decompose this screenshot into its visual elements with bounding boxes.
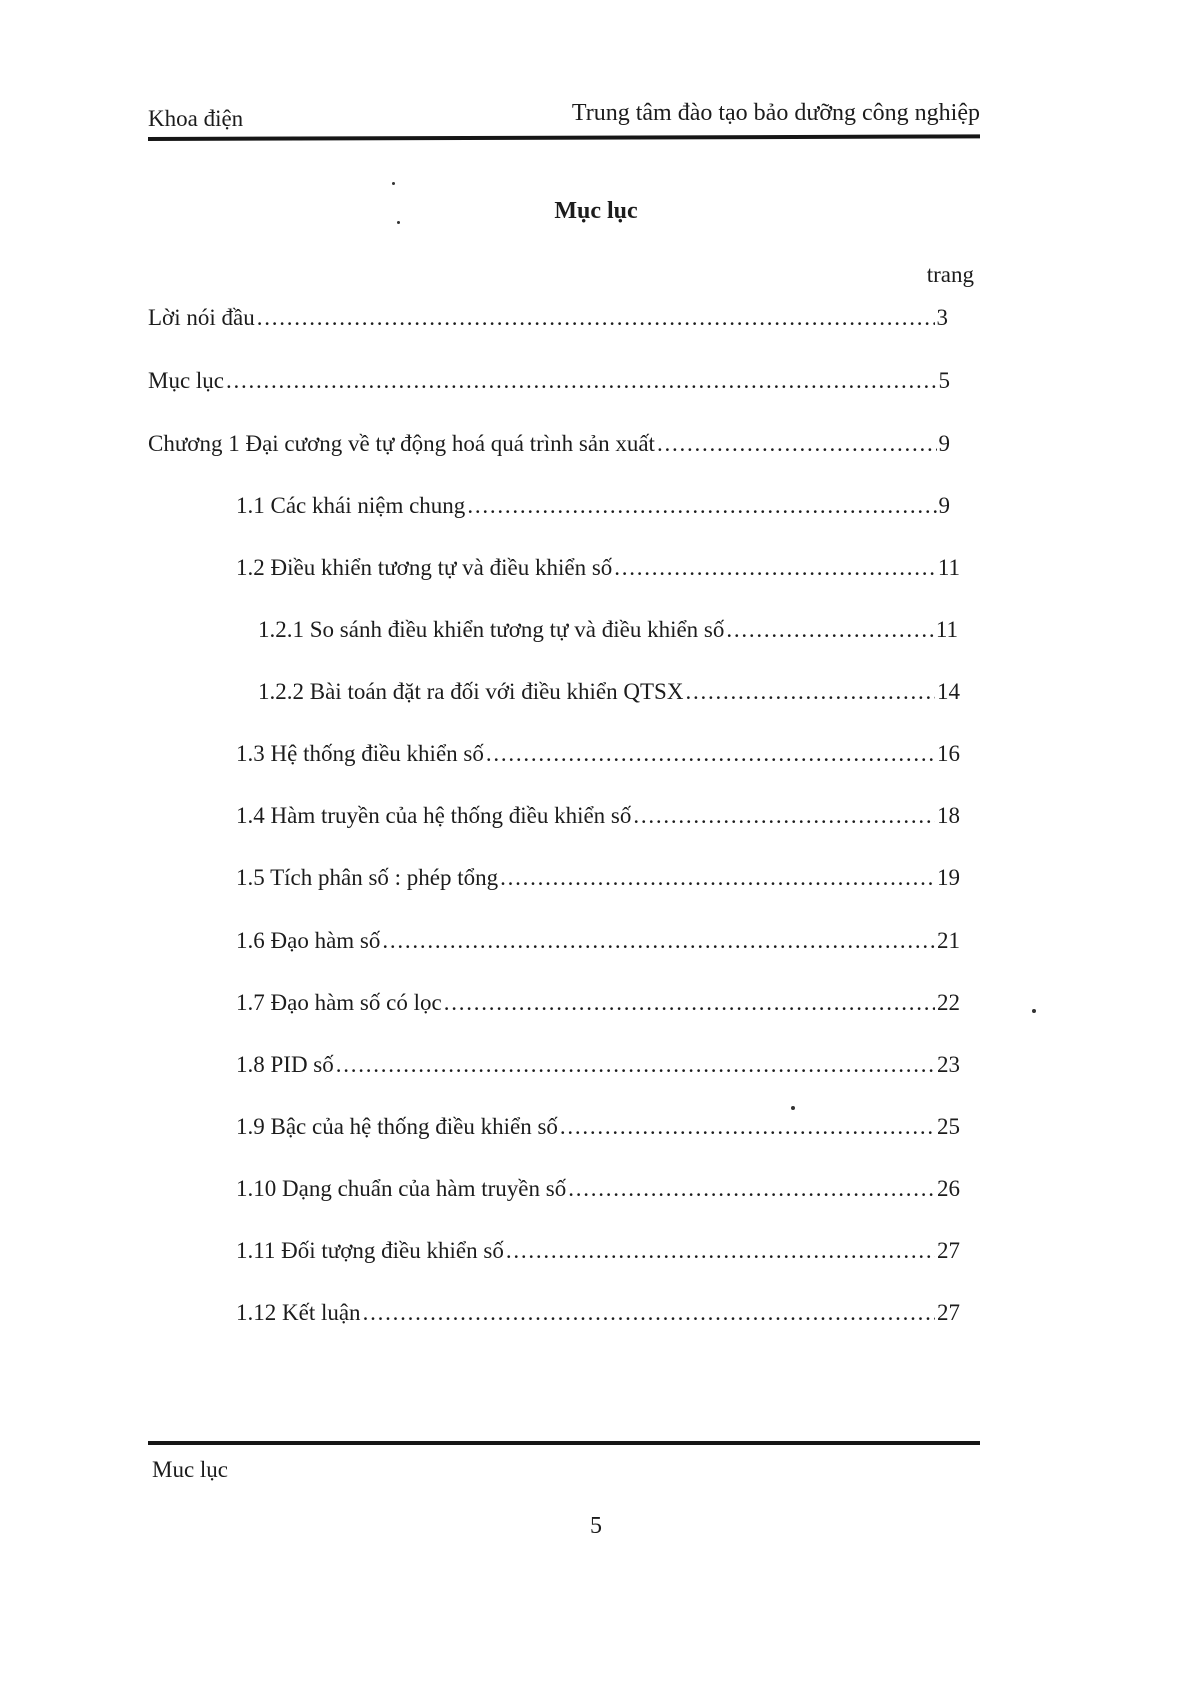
toc-entry [236, 803, 960, 833]
toc-entry-page: 9 [938, 431, 950, 456]
toc-entry-text: 1.8 PID số [236, 1052, 334, 1077]
scan-speck [1032, 1009, 1036, 1013]
toc-entry-page: 18 [937, 803, 960, 828]
toc-leader-dots [467, 493, 936, 519]
toc-entry-text: 1.9 Bậc của hệ thống điều khiển số [236, 1114, 558, 1139]
toc-entry-page: 16 [937, 741, 960, 766]
toc-leader-dots [657, 431, 937, 457]
toc-leader-dots [486, 741, 935, 767]
toc-entry [236, 1176, 960, 1206]
toc-entry [148, 431, 950, 461]
toc-entry [148, 368, 950, 398]
toc-entry [236, 1238, 960, 1268]
toc-leader-dots [560, 1114, 935, 1140]
toc-entry [236, 555, 960, 585]
toc-entry-text: 1.2.1 So sánh điều khiển tương tự và điều khiển số [258, 617, 725, 642]
title-text: Mục lục [554, 198, 638, 224]
header-department: Khoa điện [148, 106, 244, 131]
footer-section-label: Muc lục [152, 1457, 229, 1482]
toc-entry [236, 1052, 960, 1082]
scan-speck [397, 221, 400, 224]
footer-rule [148, 1441, 980, 1445]
toc-entry [236, 990, 960, 1020]
toc-entry-page: 22 [937, 990, 960, 1015]
toc-entry-page: 23 [937, 1052, 960, 1077]
toc-leader-dots [506, 1238, 935, 1264]
toc-leader-dots [500, 865, 935, 891]
toc-entry [258, 617, 958, 647]
toc-leader-dots [568, 1176, 935, 1202]
toc-entry-text: 1.5 Tích phân số : phép tổng [236, 865, 499, 890]
page-column-label: trang [926, 262, 974, 287]
scan-speck [791, 1106, 795, 1110]
toc-entry-page: 14 [937, 679, 960, 704]
toc-leader-dots [382, 928, 935, 954]
toc-entry-page: 25 [937, 1114, 960, 1139]
toc-entry-page: 9 [938, 493, 950, 518]
toc-entry [236, 1300, 960, 1330]
toc-leader-dots [726, 617, 933, 643]
toc-entry-text: Chương 1 Đại cương về tự động hoá quá trình sản xuất [148, 431, 655, 456]
toc-entry-page: 11 [935, 617, 958, 642]
scan-speck [392, 182, 395, 185]
toc-entry [148, 305, 948, 335]
toc-entry-text: 1.2 Điều khiển tương tự và điều khiển số [236, 555, 613, 580]
header-institution: Trung tâm đào tạo bảo dưỡng công nghiệp [571, 100, 980, 126]
toc-entry-text: 1.6 Đạo hàm số [236, 928, 381, 953]
toc-entry [236, 493, 950, 523]
toc-entry-text: 1.2.2 Bài toán đặt ra đối với điều khiển QTSX [258, 679, 684, 704]
toc-entry-text: 1.7 Đạo hàm số có lọc [236, 990, 442, 1015]
toc-entry-text: 1.1 Các khái niệm chung [236, 493, 466, 518]
toc-leader-dots [363, 1300, 935, 1326]
toc-leader-dots [226, 368, 936, 394]
toc-leader-dots [633, 803, 935, 829]
page-number: 5 [590, 1513, 602, 1539]
toc-entry-page: 21 [937, 928, 960, 953]
toc-entry [236, 1114, 960, 1144]
toc-leader-dots [257, 305, 935, 331]
toc-entry-page: 19 [937, 865, 960, 890]
toc-entry-page: 11 [937, 555, 960, 580]
toc-leader-dots [444, 990, 935, 1016]
toc-entry [258, 679, 960, 709]
toc-entry-text: 1.4 Hàm truyền của hệ thống điều khiển số [236, 803, 632, 828]
toc-entry-page: 3 [936, 305, 948, 330]
toc-entry-text: 1.12 Kết luận [236, 1300, 361, 1325]
toc-entry [236, 928, 960, 958]
toc-leader-dots [336, 1052, 935, 1078]
toc-entry-text: 1.10 Dạng chuẩn của hàm truyền số [236, 1176, 567, 1201]
toc-entry [236, 741, 960, 771]
toc-entry-page: 5 [938, 368, 950, 393]
toc-entry-text: 1.3 Hệ thống điều khiển số [236, 741, 484, 766]
toc-entry-page: 27 [937, 1300, 960, 1325]
toc-entry-page: 26 [937, 1176, 960, 1201]
toc-entry [236, 865, 960, 895]
toc-leader-dots [614, 555, 936, 581]
toc-entry-text: Mục lục [148, 368, 225, 393]
toc-leader-dots [685, 679, 935, 705]
toc-entry-text: Lời nói đầu [148, 305, 255, 330]
toc-entry-text: 1.11 Đối tượng điều khiển số [236, 1238, 504, 1263]
toc-entry-page: 27 [937, 1238, 960, 1263]
